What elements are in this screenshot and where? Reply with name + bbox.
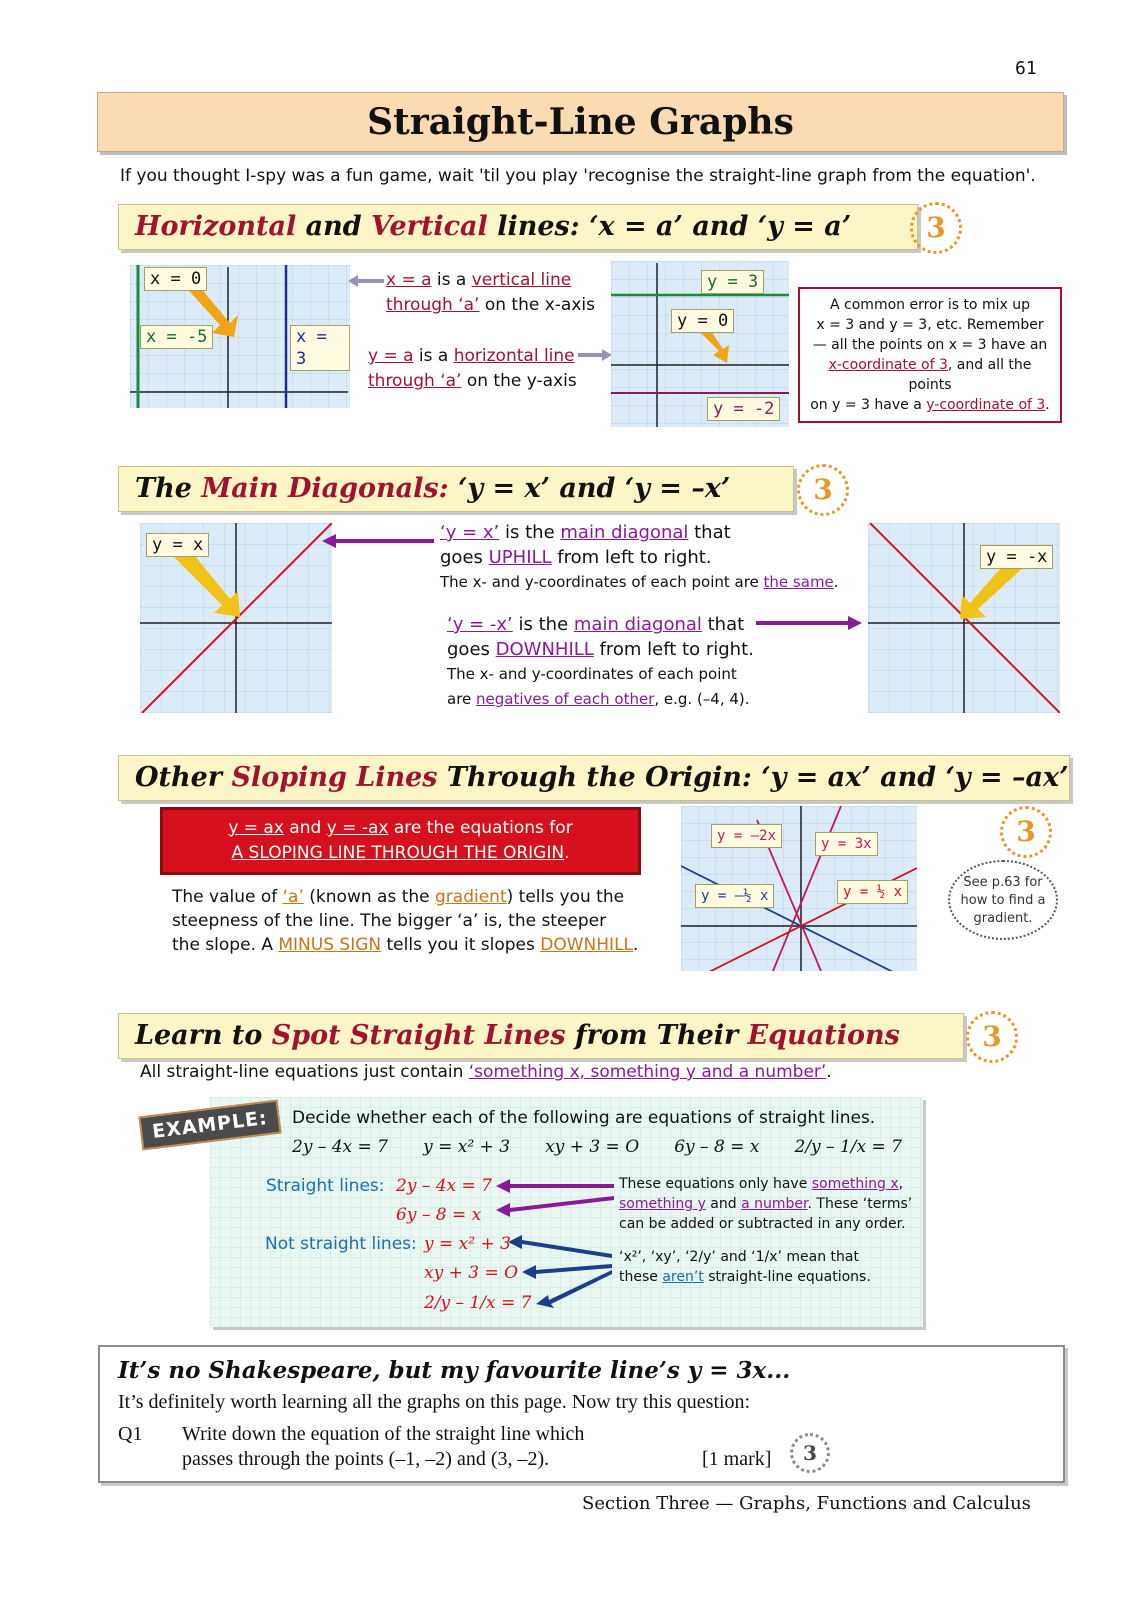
straight-line-rule: All straight-line equations just contain ‘something x, something y and a number’. xyxy=(140,1062,832,1082)
text-vertical-line: x = a is a vertical line through ‘a’ on the x-axis xyxy=(386,270,595,315)
not-straight-equation: y = x² + 3 xyxy=(424,1234,511,1254)
straight-equation: 6y – 8 = x xyxy=(396,1205,482,1225)
equation: 6y – 8 = x xyxy=(674,1137,760,1157)
question-line-1: Write down the equation of the straight line which xyxy=(182,1423,585,1445)
equation: 2y – 4x = 7 xyxy=(292,1137,388,1157)
sloping-line-definition-box: y = ax and y = -ax are the equations for A SLOPING LINE THROUGH THE ORIGIN. xyxy=(160,807,641,875)
question-heading: It’s no Shakespeare, but my favourite line’s y = 3x... xyxy=(118,1357,791,1384)
label-x-3: x = 3 xyxy=(290,325,350,371)
page-title: Straight-Line Graphs xyxy=(97,92,1064,152)
question-number: Q1 xyxy=(118,1423,143,1445)
label-y-3x: y = 3x xyxy=(815,832,878,856)
not-straight-equation: 2/y – 1/x = 7 xyxy=(424,1293,532,1313)
label-y-equals-x: y = x xyxy=(146,533,209,557)
example-question: Decide whether each of the following are equations of straight lines. xyxy=(292,1108,876,1128)
graph-vertical-lines xyxy=(130,265,350,408)
section-heading-spot-straight-lines: Learn to Spot Straight Lines from Their Equations xyxy=(118,1013,964,1059)
not-straight-equation: xy + 3 = O xyxy=(424,1263,519,1283)
text-horizontal-line: y = a is a horizontal line through ‘a’ on the y-axis xyxy=(368,346,577,391)
arrow-left-icon xyxy=(508,1234,612,1314)
section-heading-main-diagonals: The Main Diagonals: ‘y = x’ and ‘y = –x’ xyxy=(118,466,794,512)
arrow-left-icon xyxy=(496,1178,614,1218)
question-line-2: passes through the points (–1, –2) and (3, –2). xyxy=(182,1448,550,1470)
question-box xyxy=(98,1345,1065,1483)
text-y-equals-x: ‘y = x’ is the main diagonal that goes UPHILL from left to right. The x- and y-coordinates of each point are the same. xyxy=(440,522,839,591)
gradient-explanation: The value of ‘a’ (known as the gradient) tells you the steepness of the line. The bigger ‘a’ is, the steeper the slope. A MINUS SIGN tells you it slopes DOWNHILL. xyxy=(172,887,639,955)
equation-list xyxy=(292,1137,902,1157)
graph-sloping-lines xyxy=(681,806,917,971)
label-y-3: y = 3 xyxy=(701,270,764,294)
grade-badge: 3 xyxy=(790,1433,830,1473)
arrow-right-icon xyxy=(756,616,862,630)
label-y-minus-2x: y = –2x xyxy=(711,824,782,848)
footer-section-title: Section Three — Graphs, Functions and Calculus xyxy=(582,1493,1031,1514)
label-y-minus-half-x: y = –½ x xyxy=(695,884,774,908)
text-y-equals-minus-x: ‘y = -x’ is the main diagonal that goes DOWNHILL from left to right. The x- and y-coordinates of each point are negatives of each other, e.g. (–4, 4). xyxy=(447,614,754,708)
section-heading-sloping-lines: Other Sloping Lines Through the Origin: ‘y = ax’ and ‘y = –ax’ xyxy=(118,755,1070,801)
label-x-minus-5: x = -5 xyxy=(140,325,213,349)
label-x-0: x = 0 xyxy=(144,267,207,291)
see-page-note: See p.63 for how to find a gradient. xyxy=(948,860,1058,940)
graph-horizontal-lines xyxy=(611,261,789,427)
example-tag: EXAMPLE: xyxy=(138,1100,281,1151)
arrow-left-icon xyxy=(322,534,434,548)
label-y-half-x: y = ½ x xyxy=(837,880,908,904)
grade-badge: 3 xyxy=(966,1011,1018,1063)
not-straight-lines-label: Not straight lines: xyxy=(265,1234,417,1254)
equation: y = x² + 3 xyxy=(423,1137,511,1157)
intro-text: If you thought I-spy was a fun game, wait 'til you play 'recognise the straight-line graph from the equation'. xyxy=(120,166,1036,186)
not-straight-explanation: ‘x²’, ‘xy’, ‘2/y’ and ‘1/x’ mean that these aren’t straight-line equations. xyxy=(619,1249,871,1285)
arrow-left-icon xyxy=(348,274,384,288)
label-y-minus-2: y = -2 xyxy=(707,397,780,421)
question-marks: [1 mark] xyxy=(702,1448,772,1470)
page-number: 61 xyxy=(1015,58,1037,79)
graph-y-equals-x xyxy=(140,523,332,713)
arrow-right-icon xyxy=(578,348,612,362)
equation: 2/y – 1/x = 7 xyxy=(794,1137,902,1157)
grade-badge: 3 xyxy=(797,464,849,516)
straight-equation: 2y – 4x = 7 xyxy=(396,1176,492,1196)
straight-lines-label: Straight lines: xyxy=(266,1176,385,1196)
section-heading-horizontal-vertical: Horizontal and Vertical lines: ‘x = a’ and ‘y = a’ xyxy=(118,204,918,250)
straight-explanation: These equations only have something x, something y and a number. These ‘terms’ can be added or subtracted in any order. xyxy=(619,1176,913,1232)
equation: xy + 3 = O xyxy=(545,1137,640,1157)
common-error-note: A common error is to mix up x = 3 and y = 3, etc. Remember — all the points on x = 3 have an x-coordinate of 3, and all the points on y = 3 have a y-coordinate of 3. xyxy=(798,287,1062,423)
grade-badge: 3 xyxy=(1000,806,1052,858)
label-y-0: y = 0 xyxy=(671,309,734,333)
label-y-equals-minus-x: y = -x xyxy=(980,545,1053,569)
graph-y-equals-minus-x xyxy=(868,523,1060,713)
question-intro: It’s definitely worth learning all the graphs on this page. Now try this question: xyxy=(118,1391,751,1413)
grade-badge: 3 xyxy=(910,202,962,254)
